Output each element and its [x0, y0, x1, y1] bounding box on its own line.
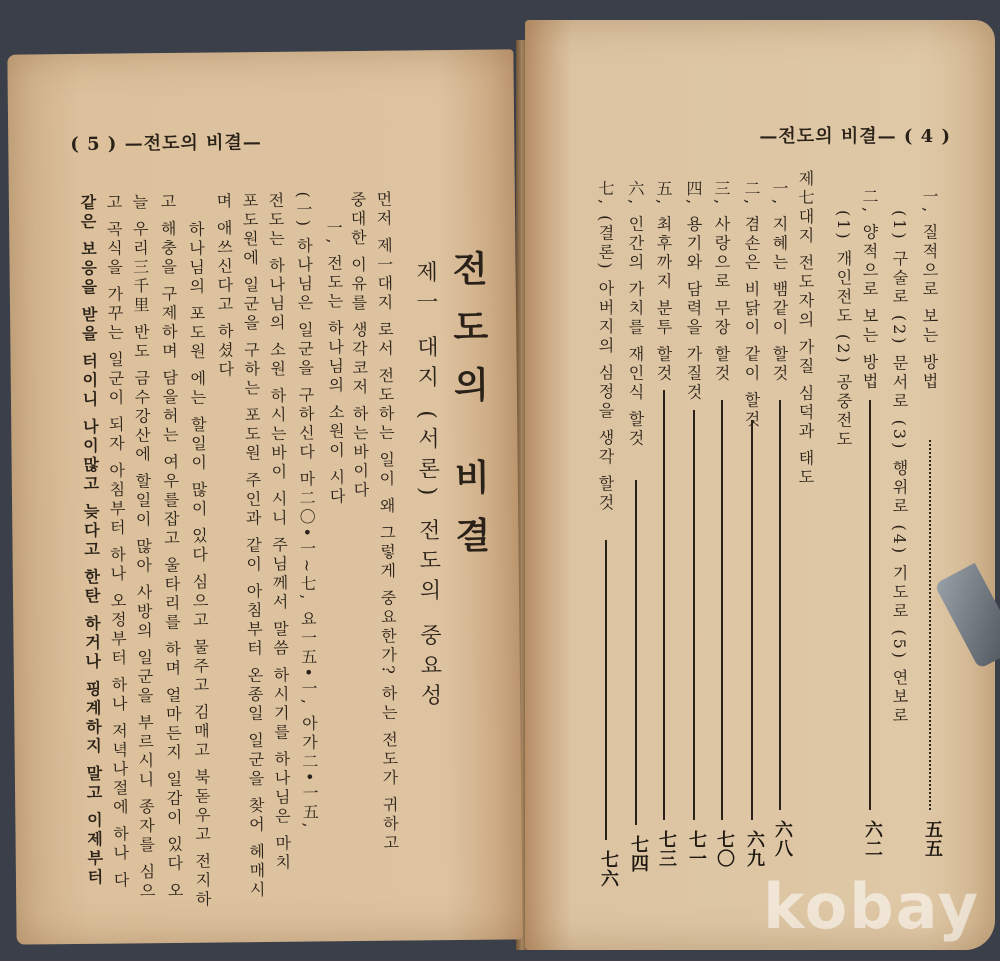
- page-title: 전도의 비결: [446, 249, 492, 575]
- toc-page-number: 七三: [656, 830, 677, 868]
- toc-leader: [693, 410, 695, 820]
- toc-page-number: 七四: [628, 835, 649, 873]
- toc-leader: [779, 400, 781, 810]
- toc-leader: [929, 440, 931, 810]
- toc-leader: [605, 540, 607, 840]
- text-column: 같은 보응을 받을 터이니 나이많고 늦다고 한탄 하거나 핑계하지 말고 이제부터: [77, 193, 105, 888]
- text-column: 고 곡식을 가꾸는 일군이 되자 아침부터 하나 오정부터 하나 저녁나절에 하나 다: [103, 193, 131, 891]
- text-column: 늘 우리三千里 반도 금수강산에 할일이 많아 사방의 일군을 부르시니 종자를 심으: [129, 193, 157, 902]
- toc-entry: 七, (결론) 아버지의 심정을 생각 할것: [596, 180, 615, 513]
- toc-leader: [635, 480, 637, 825]
- text-column: 중대한 이유를 생각코저 하는바이다: [347, 190, 371, 501]
- text-column: 먼저 제一대지 로서 전도하는 일이 왜 그렇게 중요한가? 하는 전도가 귀하고: [373, 190, 400, 854]
- toc-entry: 五, 최후까지 분투 할것: [654, 180, 673, 384]
- toc-entry: 二, 겸손은 비닭이 같이 할것: [742, 180, 761, 430]
- text-column: 고 해충을 구제하며 담을허는 여우를잡고 울타리를 하며 얼마든지 일감이 있다 오: [157, 192, 185, 901]
- toc-entry: 四, 용기와 담력을 가질것: [684, 180, 703, 403]
- left-page: [7, 49, 522, 944]
- watermark: kobay: [763, 870, 980, 943]
- text-column: 一, 전도는 하나님의 소원이 시다: [324, 219, 347, 507]
- toc-entry: 一, 지혜는 뱀같이 할것: [770, 180, 789, 384]
- toc-leader: [663, 390, 665, 820]
- text-column: 포도원에 일군을 구하는 포도원 주인과 같이 아침부터 온종일 일군을 찾어 헤매시: [239, 192, 267, 901]
- toc-page-number: 六九: [744, 830, 765, 868]
- toc-entry: (1) 개인전도 (2) 공중전도: [834, 210, 853, 450]
- right-page: [525, 20, 995, 950]
- toc-entry: (1) 구술로 (2) 문서로 (3) 행위로 (4) 기도로 (5) 연보로: [890, 210, 909, 727]
- toc-leader: [751, 420, 753, 820]
- toc-leader: [721, 400, 723, 820]
- toc-page-number: 七〇: [714, 830, 735, 868]
- toc-page-number: 七一: [686, 830, 707, 868]
- toc-page-number: 六二: [862, 820, 883, 858]
- toc-entry: 一, 질적으로 보는 방법: [920, 188, 939, 392]
- text-column: 며 애쓰신다고 하셨다: [213, 192, 235, 380]
- page-header-left: ( 5 ) —전도의 비결—: [70, 132, 262, 156]
- page-header-right: —전도의 비결— ( 4 ): [759, 126, 951, 147]
- toc-page-number: 六八: [772, 820, 793, 858]
- toc-leader: [869, 400, 871, 810]
- toc-page-number: 七六: [598, 850, 619, 888]
- text-column: 전도는 하나님의 소원 하시는바이 시니 주님께서 말씀 하시기를 하나님은 마치: [265, 191, 292, 873]
- toc-page-number: 五五: [922, 820, 943, 858]
- text-column: (一) 하나님은 일군을 구하신다 마二〇•一~七, 요一五•一, 아가二•一五,: [293, 191, 320, 831]
- toc-entry: 三, 사랑으로 무장 할것: [712, 180, 731, 384]
- text-column: 하나님의 포도원 에는 할일이 많이 있다 심으고 물주고 김매고 북돋우고 전지하: [186, 220, 213, 910]
- chapter-heading: 제一 대지 (서론) 전도의 중요성: [412, 260, 443, 714]
- toc-entry: 제七대지 전도자의 가질 심덕과 태도: [796, 170, 815, 488]
- toc-entry: 六, 인간의 가치를 재인식 할것: [626, 180, 645, 449]
- toc-entry: 二, 양적으로 보는 방법: [860, 188, 879, 392]
